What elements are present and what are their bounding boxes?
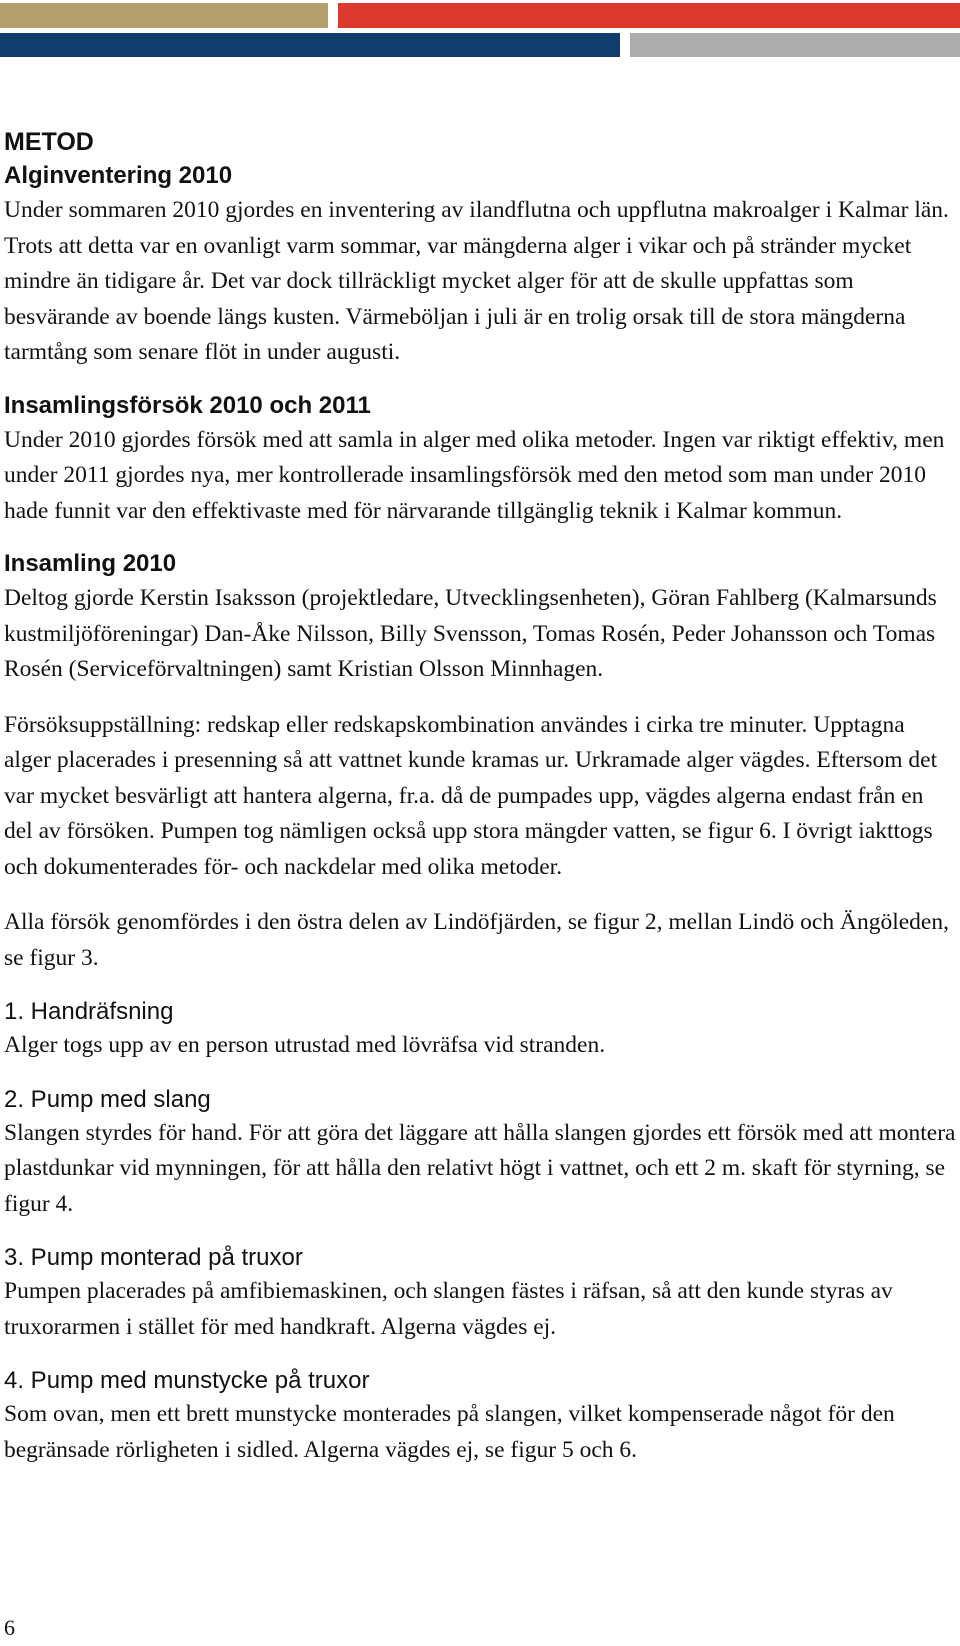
paragraph-plats: Alla försök genomfördes i den östra delen av Lindöfjärden, se figur 2, mellan Lindö och Ängöleden, se figur 3. xyxy=(4,909,949,971)
method-heading-2: 2. Pump med slang xyxy=(4,1085,211,1113)
paragraph-insamlingsforsok: Under 2010 gjordes försök med att samla in alger med olika metoder. Ingen var riktigt effektiv, men under 2011 gjordes nya, mer kontrollerade insamlingsförsök med den metod som man under 2010 hade funnit var den effektivaste med för närvarande tillgänglig teknik i Kalmar kommun. xyxy=(4,426,945,524)
section-heading-insamlingsforsok: Insamlingsförsök 2010 och 2011 xyxy=(4,391,371,419)
method-text-3: Pumpen placerades på amfibiemaskinen, och slangen fästes i räfsan, så att den kunde styras av truxorarmen i stället för med handkraft. Algerna vägdes ej. xyxy=(4,1278,893,1340)
section-heading-insamling-2010: Insamling 2010 xyxy=(4,550,177,577)
page-number: 6 xyxy=(4,1615,15,1640)
method-heading-4: 4. Pump med munstycke på truxor xyxy=(4,1367,370,1394)
header-band-red xyxy=(338,3,960,28)
method-heading-3: 3. Pump monterad på truxor xyxy=(4,1244,303,1271)
section-heading-alginventering: Alginventering 2010 xyxy=(4,162,233,189)
method-heading-1: 1. Handräfsning xyxy=(4,998,174,1025)
header-band-navy xyxy=(0,33,620,57)
main-heading: METOD xyxy=(4,128,94,156)
method-text-2: Slangen styrdes för hand. För att göra det läggare att hålla slangen gjordes ett försök med att montera plastdunkar vid mynningen, för att hålla den relativt högt i vattnet, och ett 2 m. skaft för styrning, se figur 4. xyxy=(4,1119,956,1217)
header-band-gray xyxy=(630,33,960,57)
method-text-4: Som ovan, men ett brett munstycke monterades på slangen, vilket kompenserade något för den begränsade rörligheten i sidled. Algerna vägdes ej, se figur 5 och 6. xyxy=(4,1401,895,1463)
document-body xyxy=(4,125,956,1468)
method-text-1: Alger togs upp av en person utrustad med lövräfsa vid stranden. xyxy=(4,1032,606,1058)
paragraph-forsoksuppstallning: Försöksuppställning: redskap eller redskapskombination användes i cirka tre minuter. Upptagna alger placerades i presenning så att vattnet kunde kramas ur. Urkramade alger vägdes. Eftersom det var mycket besvärligt att hantera algerna, fr.a. då de pumpades upp, vägdes algerna endast från en del av försöken. Pumpen tog nämligen också upp stora mängder vatten, se figur 6. I övrigt iakttogs och dokumenterades för- och nackdelar med olika metoder. xyxy=(4,711,938,880)
paragraph-alginventering: Under sommaren 2010 gjordes en inventering av ilandflutna och uppflutna makroalger i Kalmar län. Trots att detta var en ovanligt varm sommar, var mängderna alger i vikar och på stränder mycket mindre än tidigare år. Det var dock tillräckligt mycket alger för att de skulle uppfattas som besvärande av boende längs kusten. Värmeböljan i juli är en trolig orsak till de stora mängderna tarmtång som senare flöt in under augusti. xyxy=(4,197,949,365)
header-band-tan xyxy=(0,3,328,28)
paragraph-deltagare: Deltog gjorde Kerstin Isaksson (projektledare, Utvecklingsenheten), Göran Fahlberg (Kalmarsunds kustmiljöföreningar) Dan-Åke Nilsson, Billy Svensson, Tomas Rosén, Peder Johansson och Tomas Rosén (Serviceförvaltningen) samt Kristian Olsson Minnhagen. xyxy=(4,585,937,682)
